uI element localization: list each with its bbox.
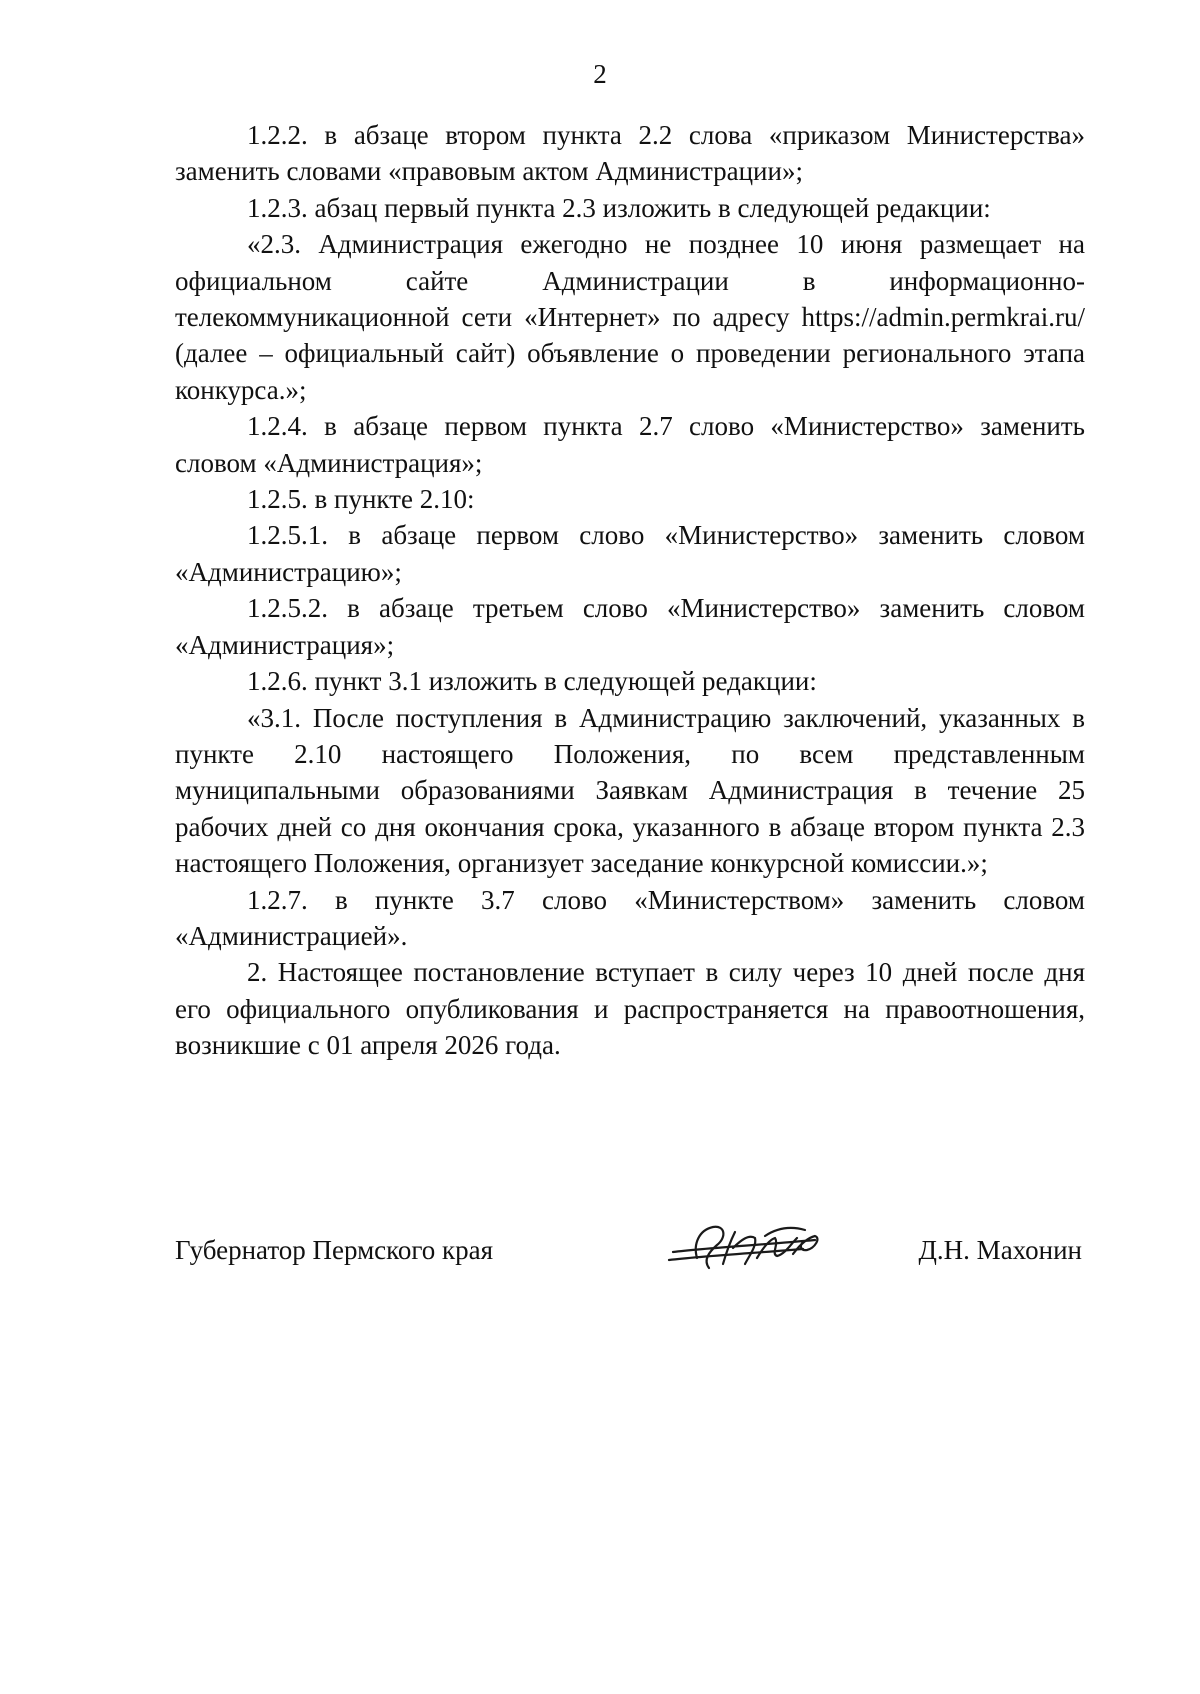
paragraph-1-2-5: 1.2.5. в пункте 2.10: bbox=[247, 484, 475, 515]
paragraph-1-2-6: 1.2.6. пункт 3.1 изложить в следующей редакции: bbox=[247, 666, 817, 697]
paragraph-1-2-5-2: 1.2.5.2. в абзаце третьем слово «Министерство» заменить словом «Администрация»; bbox=[175, 593, 1085, 660]
paragraph-1-2-2: 1.2.2. в абзаце втором пункта 2.2 слова «приказом Министерства» заменить словами «правовым актом Администрации»; bbox=[175, 120, 1085, 187]
signature-block bbox=[175, 1232, 1085, 1272]
signer-name: Д.Н. Махонин bbox=[918, 1235, 1082, 1265]
paragraph-1-2-7: 1.2.7. в пункте 3.7 слово «Министерством» заменить словом «Администрацией». bbox=[175, 884, 1085, 951]
paragraph-2-3-quote: «2.3. Администрация ежегодно не позднее 10 июня размещает на официальном сайте Администрации в информационно-телекоммуникационной сети «Интернет» по адресу https://admin.permkrai.ru/ (далее – официальный сайт) объявление о проведении регионального этапа конкурса.»; bbox=[175, 229, 1085, 405]
paragraph-1-2-3: 1.2.3. абзац первый пункта 2.3 изложить в следующей редакции: bbox=[247, 192, 991, 223]
paragraph-1-2-4: 1.2.4. в абзаце первом пункта 2.7 слово «Министерство» заменить словом «Администрация»; bbox=[175, 411, 1085, 478]
paragraph-2: 2. Настоящее постановление вступает в силу через 10 дней после дня его официального опубликования и распространяется на правоотношения, возникшие с 01 апреля 2026 года. bbox=[175, 957, 1085, 1061]
handwritten-signature bbox=[665, 1218, 835, 1280]
document-body bbox=[175, 117, 1085, 1064]
signer-title: Губернатор Пермского края bbox=[175, 1235, 494, 1265]
page-number: 2 bbox=[593, 59, 607, 89]
paragraph-1-2-5-1: 1.2.5.1. в абзаце первом слово «Министерство» заменить словом «Администрацию»; bbox=[175, 520, 1085, 587]
paragraph-3-1-quote: «3.1. После поступления в Администрацию заключений, указанных в пункте 2.10 настоящего Положения, по всем представленным муниципальными образованиями Заявкам Администрация в течение 25 рабочих дней со дня окончания срока, указанного в абзаце втором пункта 2.3 настоящего Положения, организует заседание конкурсной комиссии.»; bbox=[175, 702, 1085, 879]
